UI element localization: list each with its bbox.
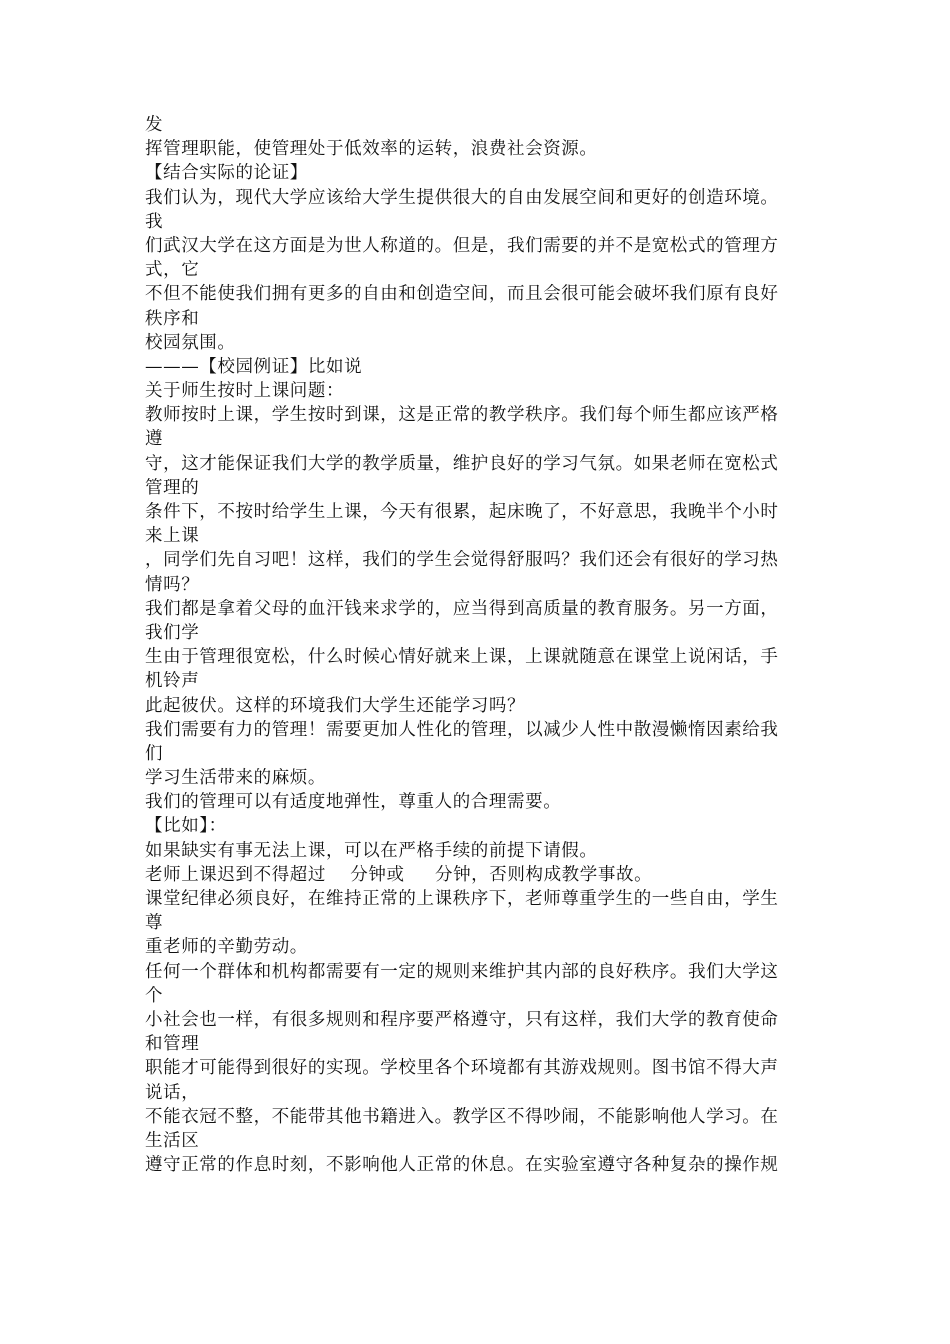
text-line: 们武汉大学在这方面是为世人称道的。但是，我们需要的并不是宽松式的管理方: [145, 235, 779, 256]
text-line: 学习生活带来的麻烦。: [145, 768, 326, 789]
text-line: 管理的: [145, 477, 200, 498]
text-line: 我: [145, 211, 164, 232]
text-line: 我们学: [145, 622, 200, 643]
text-line: 我们认为，现代大学应该给大学生提供很大的自由发展空间和更好的创造环境。: [145, 187, 779, 208]
text-line: 我们的管理可以有适度地弹性，尊重人的合理需要。: [145, 792, 562, 813]
text-line: 我们需要有力的管理！需要更加人性化的管理，以减少人性中散漫懒惰因素给我: [145, 719, 779, 740]
text-line: 此起彼伏。这样的环境我们大学生还能学习吗？: [145, 695, 526, 716]
text-line: 关于师生按时上课问题：: [145, 381, 345, 402]
text-line: 条件下，不按时给学生上课，今天有很累，起床晚了，不好意思，我晚半个小时: [145, 502, 779, 522]
text-line: 发: [145, 115, 164, 135]
text-line: 和管理: [145, 1034, 200, 1055]
text-line: 挥管理职能，使管理处于低效率的运转，浪费社会资源。: [145, 139, 598, 160]
text-line: 任何一个群体和机构都需要有一定的规则来维护其内部的良好秩序。我们大学这: [145, 961, 779, 982]
text-line: 小社会也一样，有很多规则和程序要严格遵守，只有这样，我们大学的教育使命: [145, 1009, 779, 1030]
text-line: 不但不能使我们拥有更多的自由和创造空间，而且会很可能会破坏我们原有良好: [145, 284, 779, 305]
section-heading: ———【校园例证】比如说: [145, 356, 363, 377]
text-line: 遵守正常的作息时刻，不影响他人正常的休息。在实验室遵守各种复杂的操作规: [145, 1155, 779, 1176]
text-line: 校园氛围。: [145, 332, 236, 353]
text-line: 职能才可能得到很好的实现。学校里各个环境都有其游戏规则。图书馆不得大声: [145, 1058, 779, 1079]
text-line: 守，这才能保证我们大学的教学质量，维护良好的学习气氛。如果老师在宽松式: [145, 453, 779, 474]
text-line: 不能衣冠不整，不能带其他书籍进入。教学区不得吵闹，不能影响他人学习。在: [145, 1106, 779, 1127]
text-line: 生由于管理很宽松，什么时候心情好就来上课，上课就随意在课堂上说闲话，手: [145, 647, 779, 668]
text-line: 生活区: [145, 1130, 200, 1151]
section-heading: 【结合实际的论证】: [145, 163, 308, 184]
text-line: 个: [145, 985, 164, 1006]
text-line: 教师按时上课，学生按时到课，这是正常的教学秩序。我们每个师生都应该严格: [145, 405, 779, 426]
text-line: 老师上课迟到不得超过 分钟或 分钟，否则构成教学事故。: [145, 864, 653, 885]
text-line: 来上课: [145, 526, 200, 547]
document-body: [145, 113, 815, 1177]
text-line: 遵: [145, 429, 164, 450]
text-line: ，同学们先自习吧！这样，我们的学生会觉得舒服吗？我们还会有很好的学习热: [145, 550, 779, 571]
text-line: 秩序和: [145, 308, 200, 329]
section-heading: 【比如】：: [145, 816, 227, 837]
text-line: 情吗？: [145, 574, 200, 595]
text-line: 尊: [145, 913, 164, 934]
text-line: 如果缺实有事无法上课，可以在严格手续的前提下请假。: [145, 840, 598, 861]
text-line: 机铃声: [145, 671, 200, 692]
text-line: 我们都是拿着父母的血汗钱来求学的，应当得到高质量的教育服务。另一方面，: [145, 598, 779, 619]
text-line: 们: [145, 743, 164, 764]
text-line: 重老师的辛勤劳动。: [145, 937, 308, 958]
text-line: 说话，: [145, 1082, 200, 1103]
text-line: 式，它: [145, 260, 200, 281]
text-line: 课堂纪律必须良好，在维持正常的上课秩序下，老师尊重学生的一些自由，学生: [145, 889, 779, 909]
